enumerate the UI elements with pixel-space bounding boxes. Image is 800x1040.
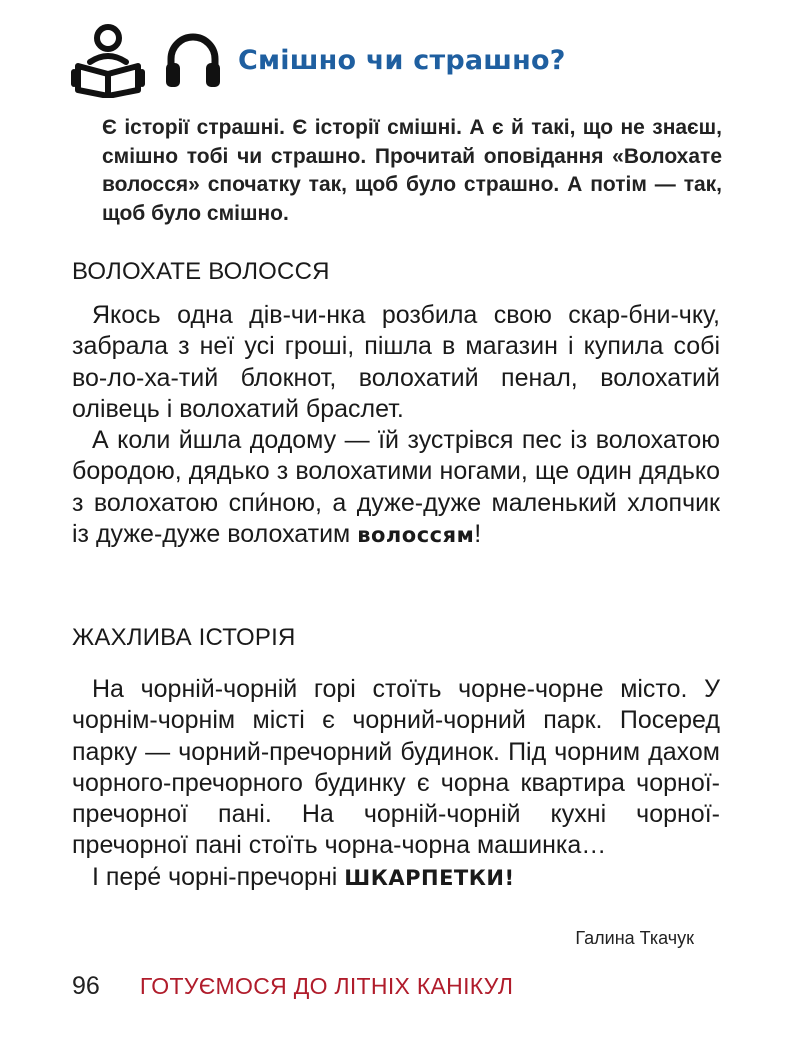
- paragraph: Якось одна дів-чи-нка розбила свою скар-бни-чку, забрала з неї усі гроші, пішла в магазин і купила собі во-ло-ха-тий блокнот, волохатий пенал, волохатий олівець і волохатий браслет.: [72, 301, 720, 423]
- page-title: Смішно чи страшно?: [238, 44, 566, 76]
- page-number: 96: [72, 972, 100, 1000]
- paragraph-text: І пере́ чорні-пречорні: [92, 862, 338, 891]
- paragraph: На чорній-чорній горі стоїть чорне-чорне місто. У чорнім-чорнім місті є чорний-чорний парк. Посеред парку — чорний-пречорний будинок. Під чорним дахом чорного-пречорного будинку є чорна квартира чорної-пречорної пані. На чорній-чорній кухні чорної-пречорної пані стоїть чорна-чорна машинка…: [72, 675, 720, 860]
- story-text: [72, 300, 720, 551]
- paragraph-text: А коли йшла додому — їй зустрівся пес із волохатою бородою, дядько з волохатими ногами, ще один дядько з волохатою спи́ною, а дуже-дуже маленький хлопчик із дуже-дуже волохатим: [72, 426, 720, 549]
- page-footer: [72, 972, 513, 1001]
- reading-child-icon: [70, 22, 146, 98]
- emphasized-word: ШКАРПЕТКИ!: [344, 865, 515, 890]
- headphones-icon: [164, 31, 222, 89]
- emphasized-word: волоссям: [357, 523, 475, 548]
- task-instructions: Є історії страшні. Є історії смішні. А є й такі, що не знаєш, смішно тобі чи страшно. Прочитай оповідання «Волохате волосся» спочатку так, щоб було страшно. А потім — так, щоб було смішно.: [102, 116, 722, 225]
- paragraph: [72, 425, 720, 551]
- running-title: ГОТУЄМОСЯ ДО ЛІТНІХ КАНІКУЛ: [139, 973, 514, 999]
- author-name: Галина Ткачук: [575, 928, 694, 948]
- paragraph: [72, 862, 720, 894]
- story-text: [72, 674, 720, 894]
- story-title: ЖАХЛИВА ІСТОРІЯ: [72, 624, 296, 651]
- section-header: [70, 20, 566, 100]
- punctuation: !: [474, 520, 482, 549]
- story-title: ВОЛОХАТЕ ВОЛОССЯ: [72, 258, 330, 285]
